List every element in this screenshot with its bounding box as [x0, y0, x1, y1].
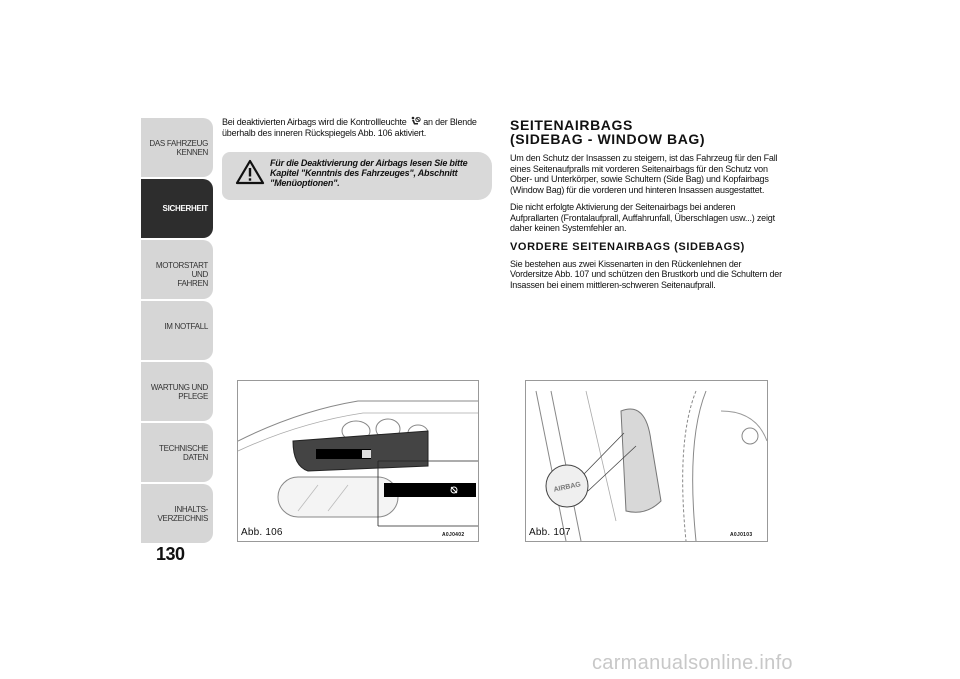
intro-text-start: Bei deaktivierten Airbags wird die Kontrollleuchte [222, 117, 407, 127]
rearview-mirror-illustration [238, 381, 478, 541]
tab-label: DAS FAHRZEUG KENNEN [149, 139, 208, 157]
warning-triangle-icon [235, 159, 265, 185]
heading-line-1: SEITENAIRBAGS [510, 117, 633, 133]
paragraph: Die nicht erfolgte Aktivierung der Seitenairbags bei anderen Aufprallarten (Frontalaufprall, Auffahrunfall, Überschlagen usw...) zeigt daher keinen Systemfehler an. [510, 202, 775, 233]
tab-label: WARTUNG UND PFLEGE [150, 383, 208, 401]
intro-text-end: an der Blende überhalb des inneren Rückspiegels Abb. 106 aktiviert. [222, 117, 477, 138]
figure-caption: Abb. 106 [241, 527, 283, 538]
tab-label: INHALTS- VERZEICHNIS [157, 505, 208, 523]
tab-das-fahrzeug-kennen[interactable] [141, 118, 213, 177]
tab-label: IM NOTFALL [164, 322, 208, 331]
figure-106-illustration [237, 380, 479, 542]
warning-box [222, 152, 492, 200]
figure-107-illustration [525, 380, 768, 542]
figure-caption: Abb. 107 [529, 527, 571, 538]
paragraph: Um den Schutz der Insassen zu steigern, ist das Fahrzeug für den Fall eines Seitenaufpralls mit vorderen Seitenairbags für den Schutz von Ober- und Unterkörper, sowie Schultern (Side Bag) und Kopfairbags (Window Bag) für die vorderen und hinteren Insassen ausgestattet. [510, 153, 778, 195]
tab-label: MOTORSTART UND FAHREN [155, 261, 208, 288]
tab-wartung-und-pflege[interactable] [141, 362, 213, 421]
figure-code: A0J0402 [442, 532, 465, 538]
section-heading [510, 118, 782, 146]
tab-motorstart-und-fahren[interactable] [141, 240, 213, 299]
tab-label: SICHERHEIT [162, 204, 208, 213]
tab-label: TECHNISCHE DATEN [158, 444, 208, 462]
paragraph: Sie bestehen aus zwei Kissenarten in den Rückenlehnen der Vordersitze Abb. 107 und schützen den Brustkorb und die Schultern der Insassen bei einem mittleren-schweren Seitenaufprall. [510, 258, 782, 290]
tab-im-notfall[interactable] [141, 301, 213, 360]
intro-paragraph [222, 116, 494, 138]
heading-line-2: (SIDEBAG - WINDOW BAG) [510, 131, 706, 147]
left-column [222, 116, 494, 145]
figure-code: A0J0103 [730, 532, 753, 538]
tab-inhaltsverzeichnis[interactable] [141, 484, 213, 543]
airbag-off-warning-light-icon [409, 116, 421, 126]
subsection-heading: VORDERE SEITENAIRBAGS (SIDEBAGS) [510, 240, 745, 253]
warning-text: Für die Deaktivierung der Airbags lesen Sie bitte Kapitel "Kenntnis des Fahrzeuges", Abschnitt "Menüoptionen". [270, 158, 468, 188]
right-column [510, 118, 782, 297]
tab-technische-daten[interactable] [141, 423, 213, 482]
watermark: carmanualsonline.info [592, 652, 793, 674]
tab-sicherheit[interactable] [141, 179, 213, 238]
airbag-label: AIRBAG [553, 481, 582, 494]
seat-sidebag-illustration [526, 381, 767, 541]
page-number: 130 [156, 544, 185, 564]
